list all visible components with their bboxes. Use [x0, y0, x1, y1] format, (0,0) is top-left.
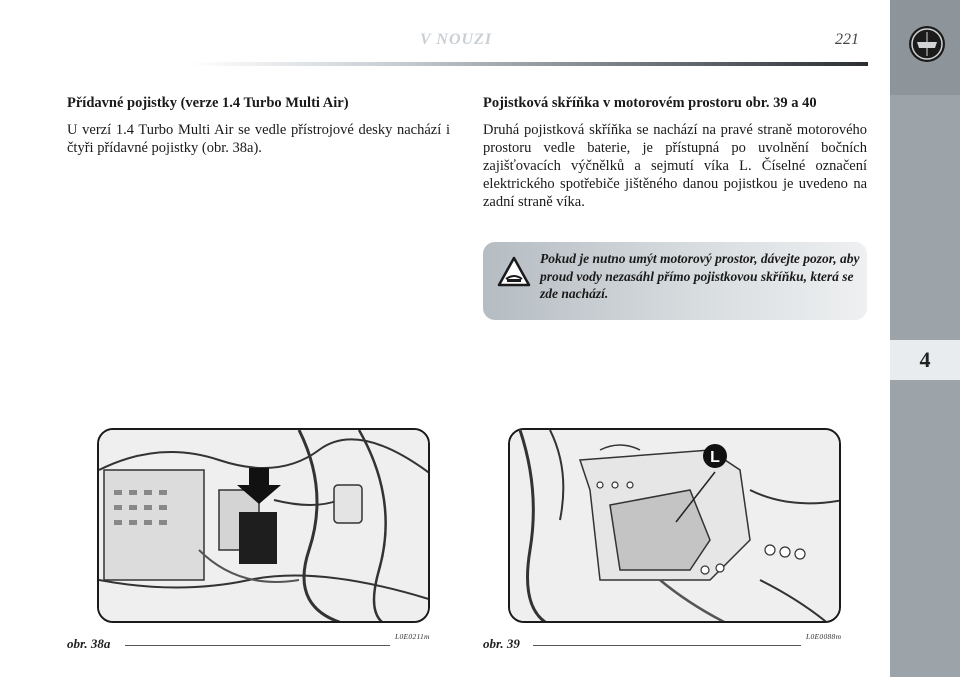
- header-rule: [190, 62, 868, 66]
- figure-38a-photo: [97, 428, 430, 623]
- figure-39-rule: [533, 645, 801, 646]
- page-number: 221: [835, 31, 859, 48]
- figure-39-code: L0E0088m: [806, 632, 842, 641]
- warning-box: [483, 242, 867, 320]
- figure-39-photo: [508, 428, 841, 623]
- lancia-logo-icon: [907, 24, 947, 64]
- side-tab: [890, 0, 960, 677]
- right-heading: Pojistková skříňka v motorovém prostoru obr. 39 a 40: [483, 95, 817, 111]
- right-column: [483, 94, 867, 211]
- figure-38a-label: obr. 38a: [67, 636, 111, 651]
- figure-39-label: obr. 39: [483, 636, 520, 651]
- engine-fusebox-illustration: [510, 430, 841, 623]
- warning-text: Pokud je nutno umýt motorový prostor, dávejte pozor, aby proud vody nezasáhl přímo pojistkovou skříňku, která se zde nachází.: [540, 251, 860, 301]
- callout-L-letter: L: [710, 449, 720, 466]
- right-paragraph: Druhá pojistková skříňka se nachází na pravé straně motorového prostoru vedle baterie, je přístupná po uvolnění bočních zajišťovacích výčnělků a sejmutí víka L. Číselné označení elektrického spotřebiče jištěného danou pojistkou je uvedeno na zadní straně víka.: [483, 122, 867, 210]
- warning-triangle-icon: [497, 256, 531, 288]
- chapter-number[interactable]: 4: [890, 340, 960, 380]
- left-paragraph: U verzí 1.4 Turbo Multi Air se vedle přístrojové desky nachází i čtyři přídavné pojistky (obr. 38a).: [67, 122, 450, 156]
- figure-38a-code: L0E0211m: [395, 632, 430, 641]
- fuse-panel-illustration: [99, 430, 430, 623]
- figure-38a-rule: [125, 645, 390, 646]
- section-title: V NOUZI: [420, 31, 493, 48]
- left-heading: Přídavné pojistky (verze 1.4 Turbo Multi Air): [67, 95, 349, 111]
- left-column: [67, 94, 450, 157]
